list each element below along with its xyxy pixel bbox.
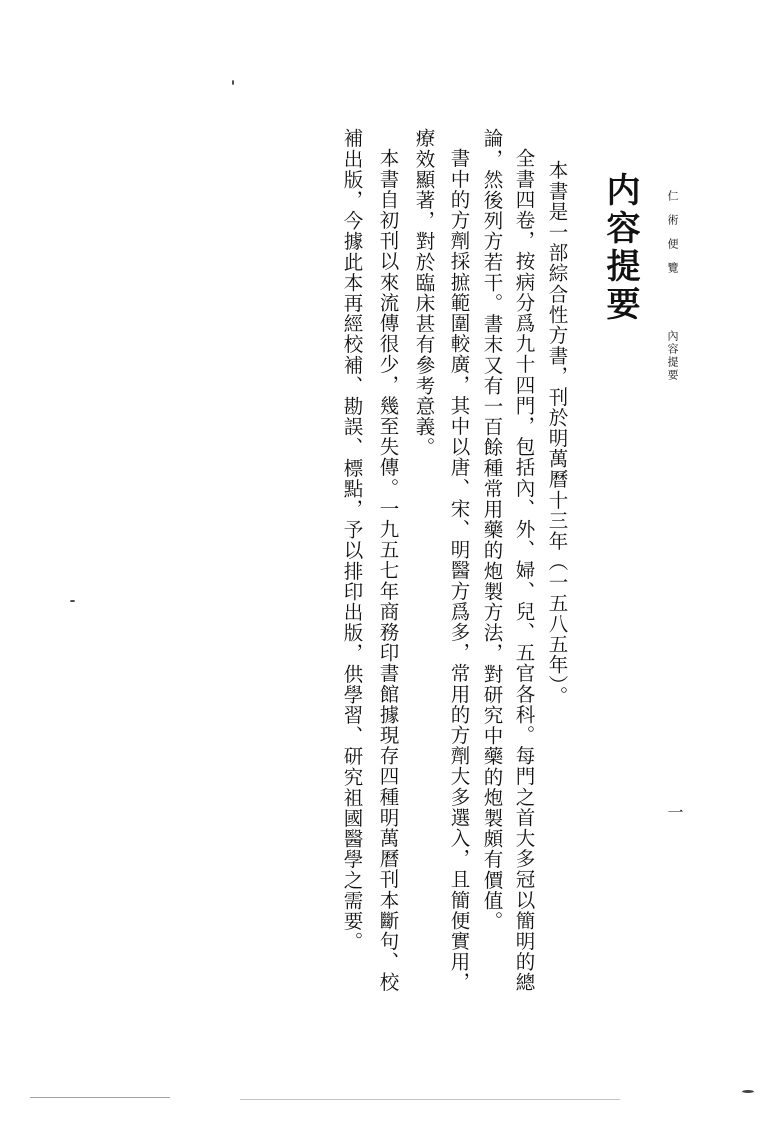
scan-artifact-speck <box>742 1090 754 1093</box>
scan-artifact-rule <box>240 1099 620 1100</box>
body-line-1-1: 本書是一部綜合性方書，刊於明萬曆十三年（一五八五年）。 <box>545 160 569 707</box>
body-line-3-2: 補出版，今據此本再經校補、勘誤、標點，予以排印出版，供學習、研究祖國醫學之需要。 <box>340 128 364 952</box>
section-title: 内容提要 <box>600 172 640 324</box>
scan-artifact-speck <box>70 600 75 602</box>
running-header-book-title: 仁術便覽 <box>666 190 679 286</box>
running-header-section: 內容提要 <box>666 330 679 382</box>
body-line-1-2: 全書四卷，按病分爲九十四門，包括內、外、婦、兒、五官各科。每門之首大多冠以簡明的總 <box>512 148 536 993</box>
page-number: 一 <box>665 804 684 820</box>
body-line-1-3: 論，然後列方若干。書末又有一百餘種常用藥的炮製方法，對研究中藥的炮製頗有價值。 <box>480 128 504 932</box>
body-line-2-1: 書中的方劑採摭範圍較廣，其中以唐、宋、明醫方爲多，常用的方劑大多選入，且簡便實用， <box>447 148 471 993</box>
scan-artifact-rule <box>30 1097 170 1098</box>
body-line-3-1: 本書自初刊以來流傳很少，幾至失傳。一九五七年商務印書館據現存四種明萬曆刊本斷句、校 <box>376 148 400 993</box>
scan-artifact-speck <box>232 80 234 85</box>
body-line-2-2: 療效顯著，對於臨床甚有參考意義。 <box>412 128 436 458</box>
